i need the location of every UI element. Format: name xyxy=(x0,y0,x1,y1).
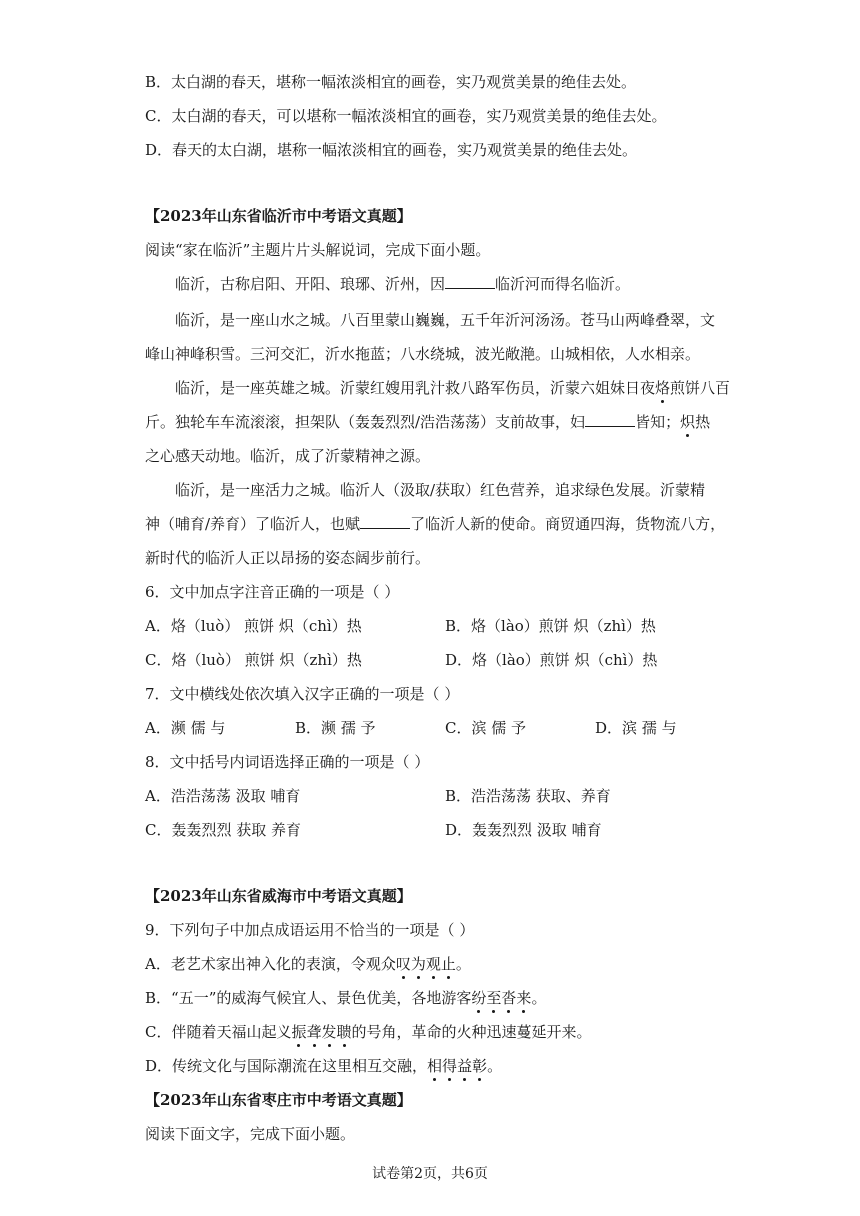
page-footer: 试卷第2页，共6页 xyxy=(372,1166,488,1182)
section-heading-zaozhuang: 【2023年山东省枣庄市中考语文真题】 xyxy=(145,1091,412,1109)
q6-option-b: B．烙（lào）煎饼 炽（zhì）热 xyxy=(445,617,656,635)
dotted-char: 彰 xyxy=(472,1057,488,1075)
q7-option-b: B．濒 孺 予 xyxy=(295,719,376,737)
dotted-char: 沓 xyxy=(501,989,517,1007)
fill-blank-3 xyxy=(360,514,410,529)
p3-text-b: 煎饼八百 xyxy=(670,379,731,397)
q9-option-d xyxy=(145,1056,502,1076)
fill-blank-1 xyxy=(445,274,495,289)
dotted-char: 益 xyxy=(457,1057,473,1075)
dotted-char-lao: 烙 xyxy=(655,379,671,397)
dotted-char: 为 xyxy=(410,955,426,973)
p4-text-a: 神（哺育/养育）了临沂人，也赋 xyxy=(145,515,361,533)
q6-option-d: D．烙（lào）煎饼 炽（chì）热 xyxy=(445,651,658,669)
q6-option-c: C．烙（luò） 煎饼 炽（zhì）热 xyxy=(145,651,362,669)
q7-option-c: C．滨 儒 予 xyxy=(445,719,527,737)
q9-c-post: 的号角，革命的火种迅速蔓延开来。 xyxy=(351,1023,592,1041)
q9-d-post: 。 xyxy=(487,1057,503,1075)
q7-option-a: A．濒 儒 与 xyxy=(145,719,226,737)
p1-text-a: 临沂，古称启阳、开阳、琅琊、沂州，因 xyxy=(175,275,446,293)
dotted-char: 聩 xyxy=(336,1023,352,1041)
q9-a-pre: A．老艺术家出神入化的表演，令观众 xyxy=(145,955,396,973)
q9-b-idiom xyxy=(471,989,531,1007)
passage-p2-line2: 峰山神峰积雪。三河交汇，沂水拖蓝；八水绕城，波光敞滟。山城相依，人水相亲。 xyxy=(145,345,701,363)
q7-stem: 7．文中横线处依次填入汉字正确的一项是（ ） xyxy=(145,685,460,703)
passage-p2-line1: 临沂，是一座山水之城。八百里蒙山巍巍，五千年沂河汤汤。苍马山两峰叠翠，文 xyxy=(175,311,716,329)
dotted-char: 至 xyxy=(486,989,502,1007)
zaozhuang-intro: 阅读下面文字，完成下面小题。 xyxy=(145,1125,356,1143)
p1-text-b: 临沂河而得名临沂。 xyxy=(495,275,631,293)
q9-c-pre: C．伴随着天福山起义 xyxy=(145,1023,292,1041)
q9-a-idiom xyxy=(396,955,456,973)
passage-p4-line1: 临沂，是一座活力之城。临沂人（汲取/获取）红色营养，追求绿色发展。沂蒙精 xyxy=(175,481,706,499)
q6-stem: 6．文中加点字注音正确的一项是（ ） xyxy=(145,583,400,601)
linyi-intro: 阅读“家在临沂”主题片片头解说词，完成下面小题。 xyxy=(145,241,491,259)
dotted-char: 得 xyxy=(442,1057,458,1075)
q8-option-d: D．轰轰烈烈 汲取 哺育 xyxy=(445,821,602,839)
q7-option-d: D．滨 孺 与 xyxy=(595,719,677,737)
passage-p1 xyxy=(175,274,630,294)
p4-text-b: 了临沂人新的使命。商贸通四海，货物流八方， xyxy=(410,515,726,533)
dotted-char: 聋 xyxy=(306,1023,322,1041)
q8-stem: 8．文中括号内词语选择正确的一项是（ ） xyxy=(145,753,430,771)
q6-option-a: A．烙（luò） 煎饼 炽（chì）热 xyxy=(145,617,362,635)
p3-l2-text-a: 斤。独轮车车流滚滚，担架队（轰轰烈烈/浩浩荡荡）支前故事，妇 xyxy=(145,413,586,431)
dotted-char: 纷 xyxy=(471,989,487,1007)
passage-p3-line2 xyxy=(145,412,710,432)
q8-option-b: B．浩浩荡荡 获取、养育 xyxy=(445,787,611,805)
dotted-char: 发 xyxy=(321,1023,337,1041)
passage-p4-line3: 新时代的临沂人正以昂扬的姿态阔步前行。 xyxy=(145,549,431,567)
q9-b-pre: B．“五一”的威海气候宜人、景色优美，各地游客 xyxy=(145,989,472,1007)
q9-option-b xyxy=(145,988,546,1008)
section-heading-weihai: 【2023年山东省威海市中考语文真题】 xyxy=(145,887,412,905)
prev-option-d: D．春天的太白湖，堪称一幅浓淡相宜的画卷，实乃观赏美景的绝佳去处。 xyxy=(145,141,638,159)
prev-option-b: B．太白湖的春天，堪称一幅浓淡相宜的画卷，实乃观赏美景的绝佳去处。 xyxy=(145,73,637,91)
q9-d-pre: D．传统文化与国际潮流在这里相互交融， xyxy=(145,1057,428,1075)
q9-stem: 9．下列句子中加点成语运用不恰当的一项是（ ） xyxy=(145,921,475,939)
q9-option-a xyxy=(145,954,471,974)
q9-a-post: 。 xyxy=(455,955,471,973)
prev-option-c: C．太白湖的春天，可以堪称一幅浓淡相宜的画卷，实乃观赏美景的绝佳去处。 xyxy=(145,107,667,125)
passage-p3-line1 xyxy=(175,378,730,398)
dotted-char: 叹 xyxy=(395,955,411,973)
q9-c-idiom xyxy=(291,1023,351,1041)
p3-l2-text-b: 皆知； xyxy=(635,413,681,431)
q9-d-idiom xyxy=(427,1057,487,1075)
q8-option-a: A．浩浩荡荡 汲取 哺育 xyxy=(145,787,301,805)
p3-text-a: 临沂，是一座英雄之城。沂蒙红嫂用乳汁救八路军伤员，沂蒙六姐妹日夜 xyxy=(175,379,656,397)
passage-p4-line2 xyxy=(145,514,725,534)
fill-blank-2 xyxy=(585,412,635,427)
q9-b-post: 。 xyxy=(531,989,547,1007)
dotted-char: 来 xyxy=(516,989,532,1007)
q9-option-c xyxy=(145,1022,592,1042)
section-heading-linyi: 【2023年山东省临沂市中考语文真题】 xyxy=(145,207,412,225)
dotted-char: 相 xyxy=(427,1057,443,1075)
dotted-char: 观 xyxy=(425,955,441,973)
p3-l2-text-c: 热 xyxy=(695,413,711,431)
dotted-char-chi: 炽 xyxy=(680,413,696,431)
q8-option-c: C．轰轰烈烈 获取 养育 xyxy=(145,821,302,839)
dotted-char: 振 xyxy=(291,1023,307,1041)
passage-p3-line3: 之心感天动地。临沂，成了沂蒙精神之源。 xyxy=(145,447,431,465)
dotted-char: 止 xyxy=(440,955,456,973)
